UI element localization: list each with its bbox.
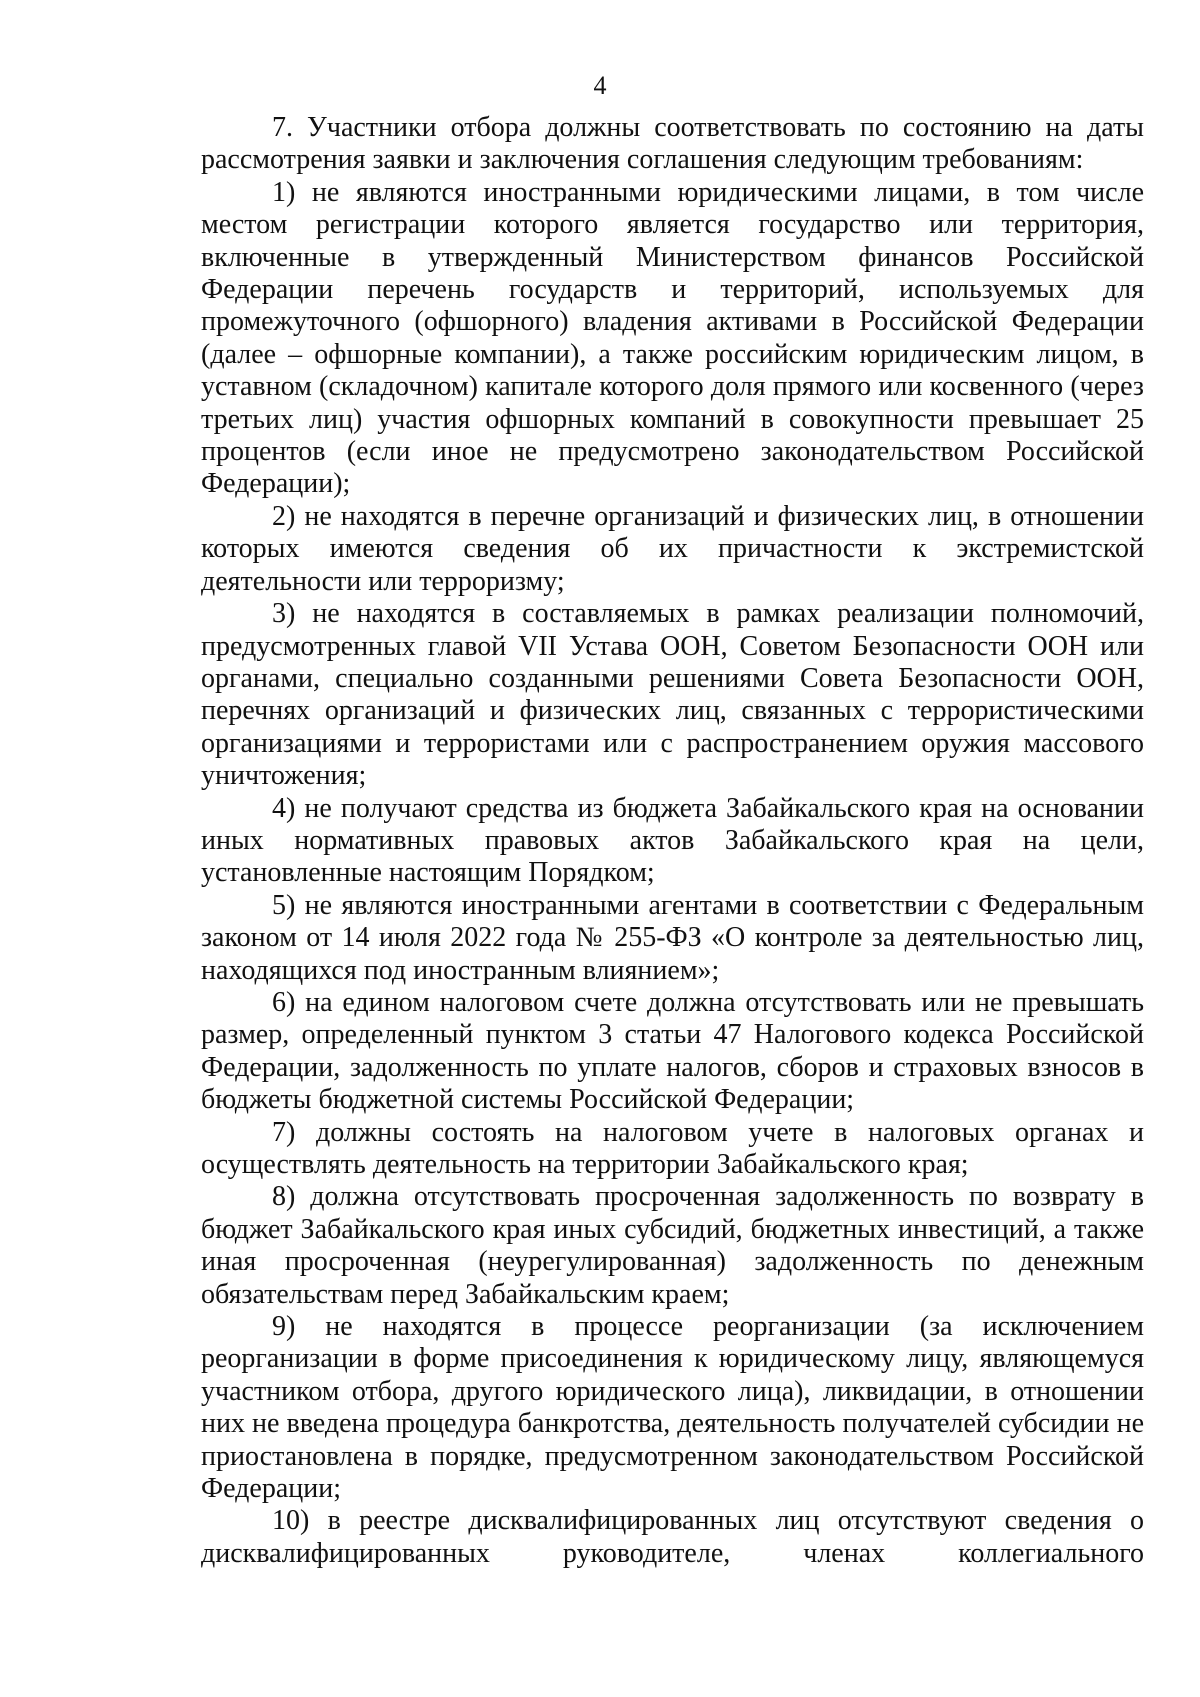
requirement-1-offshore: 1) не являются иностранными юридическими лицами, в том числе местом регистрации которого является государство или территория, включенные в утвержденный Министерством финансов Российской Федерации перечень государств и территорий, используемых для промежуточного (офшорного) владения активами в Российской Федерации (далее – офшорные компании), а также российским юридическим лицом, в уставном (складочном) капитале которого доля прямого или косвенного (через третьих лиц) участия офшорных компаний в совокупности превышает 25 процентов (если иное не предусмотрено законодательством Российской Федерации); [201, 176, 1144, 500]
requirement-6-tax-debt: 6) на едином налоговом счете должна отсутствовать или не превышать размер, определенный пунктом 3 статьи 47 Налогового кодекса Российской Федерации, задолженность по уплате налогов, сборов и страховых взносов в бюджеты бюджетной системы Российской Федерации; [201, 986, 1144, 1116]
requirement-5-foreign-agents: 5) не являются иностранными агентами в соответствии с Федеральным законом от 14 июля 2022 года № 255-ФЗ «О контроле за деятельностью лиц, находящихся под иностранным влиянием»; [201, 889, 1144, 986]
requirement-2-extremism-list: 2) не находятся в перечне организаций и физических лиц, в отношении которых имеются сведения об их причастности к экстремистской деятельности или терроризму; [201, 500, 1144, 597]
requirement-7-tax-registration: 7) должны состоять на налоговом учете в налоговых органах и осуществлять деятельность на территории Забайкальского края; [201, 1116, 1144, 1180]
requirement-4-budget-funds: 4) не получают средства из бюджета Забайкальского края на основании иных нормативных правовых актов Забайкальского края на цели, установленные настоящим Порядком; [201, 792, 1144, 889]
paragraph-section-7-intro: 7. Участники отбора должны соответствовать по состоянию на даты рассмотрения заявки и заключения соглашения следующим требованиям: [201, 112, 1144, 176]
page-number: 4 [593, 71, 607, 100]
requirement-9-reorganization: 9) не находятся в процессе реорганизации (за исключением реорганизации в форме присоединения к юридическому лицу, являющемуся участником отбора, другого юридического лица), ликвидации, в отношении них не введена процедура банкротства, деятельность получателей субсидии не приостановлена в порядке, предусмотренном законодательством Российской Федерации; [201, 1311, 1144, 1505]
document-body [201, 112, 1144, 1570]
requirement-3-un-lists: 3) не находятся в составляемых в рамках реализации полномочий, предусмотренных главой VII Устава ООН, Советом Безопасности ООН или органами, специально созданными решениями Совета Безопасности ООН, перечнях организаций и физических лиц, связанных с террористическими организациями и террористами или с распространением оружия массового уничтожения; [201, 598, 1144, 792]
requirement-10-disqualified-persons: 10) в реестре дисквалифицированных лиц отсутствуют сведения о дисквалифицированных руководителе, членах коллегиального [201, 1505, 1144, 1569]
requirement-8-overdue-debt: 8) должна отсутствовать просроченная задолженность по возврату в бюджет Забайкальского края иных субсидий, бюджетных инвестиций, а также иная просроченная (неурегулированная) задолженность по денежным обязательствам перед Забайкальским краем; [201, 1181, 1144, 1310]
